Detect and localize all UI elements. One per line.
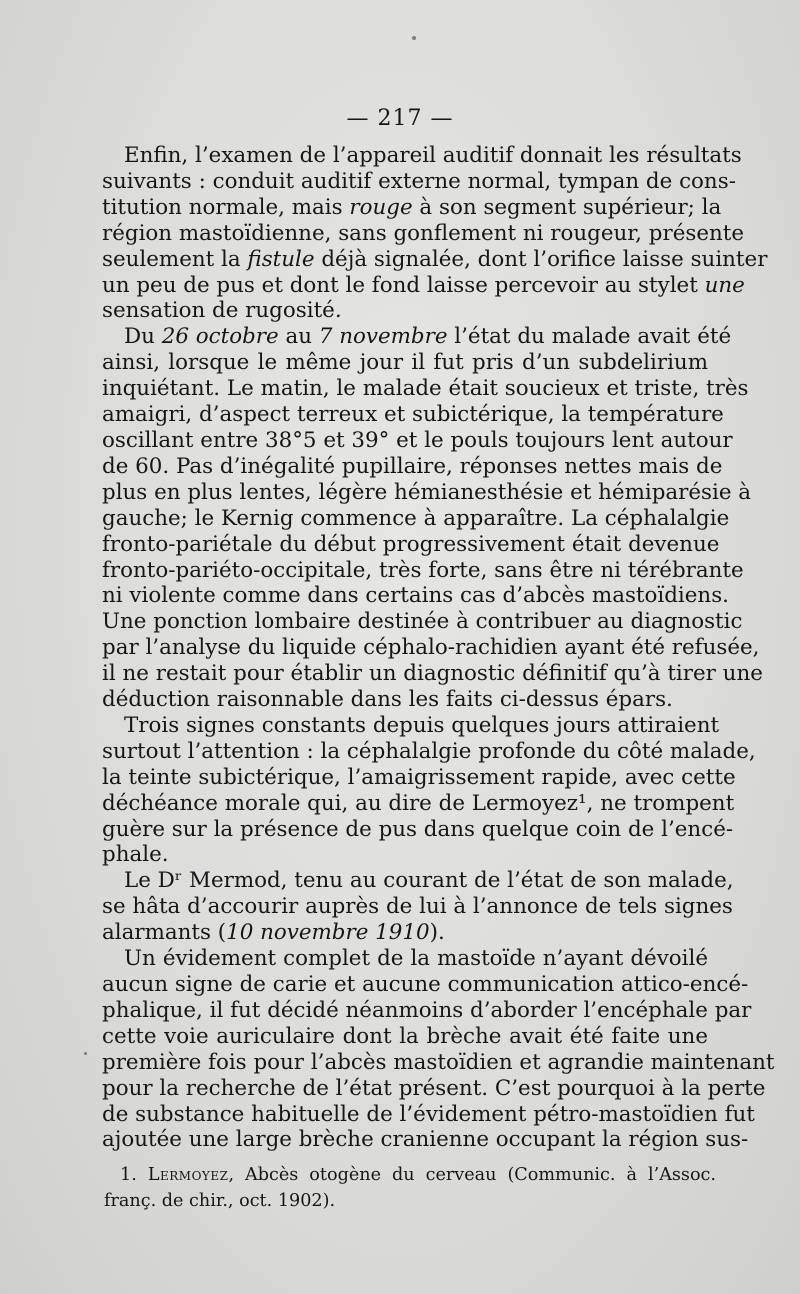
body-text <box>102 143 775 1153</box>
italic-text: . <box>334 298 342 324</box>
italic-text: 26 octobre <box>161 324 279 350</box>
paragraph <box>102 868 734 946</box>
text-line: seulement la fistule déjà signalée, dont l’orifice laisse suinter <box>102 246 768 272</box>
text-line: de 60. Pas d’inégalité pupillaire, réponses nettes mais de <box>102 453 723 479</box>
text-line: Du 26 octobre au 7 novembre l’état du malade avait été <box>124 324 732 350</box>
text-line: amaigri, d’aspect terreux et subictérique, la température <box>102 402 724 428</box>
text-line: se hâta d’accourir auprès de lui à l’annonce de tels signes <box>102 894 733 920</box>
text-line: de substance habituelle de l’évidement pétro-mastoïdien fut <box>102 1101 755 1127</box>
footnote-citation: , Abcès otogène du cerveau (Communic. à l’Assoc. <box>228 1165 716 1185</box>
paper-speck <box>84 1052 87 1055</box>
text-line: ainsi, lorsque le même jour il fut pris d’un subdelirium <box>102 350 708 376</box>
text-line: surtout l’attention : la céphalalgie profonde du côté malade, <box>102 738 756 764</box>
text-line: déchéance morale qui, au dire de Lermoyez¹, ne trompent <box>102 790 735 816</box>
text-line: phale. <box>102 842 169 868</box>
text-line: oscillant entre 38°5 et 39° et le pouls toujours lent autour <box>102 427 733 453</box>
text-line: ajoutée une large brèche cranienne occupant la région sus- <box>102 1127 749 1153</box>
paragraph <box>102 143 768 324</box>
text-line: première fois pour l’abcès mastoïdien et agrandie maintenant <box>102 1049 775 1075</box>
text-line: pour la recherche de l’état présent. C’est pourquoi à la perte <box>102 1075 766 1101</box>
italic-text: rouge <box>349 194 413 220</box>
text-line: alarmants (10 novembre 1910). <box>102 920 445 946</box>
text-line: déduction raisonnable dans les faits ci-dessus épars. <box>102 687 673 713</box>
text-line: ni violente comme dans certains cas d’abcès mastoïdiens. <box>102 583 729 609</box>
footnote-author: Lermoyez <box>147 1165 229 1185</box>
text-line: par l’analyse du liquide céphalo-rachidien ayant été refusée, <box>102 635 760 661</box>
text-line: Un évidement complet de la mastoïde n’ayant dévoilé <box>124 946 708 972</box>
text-line: gauche; le Kernig commence à apparaître. La céphalalgie <box>102 505 730 531</box>
italic-text: fistule <box>247 246 315 272</box>
italic-text: une <box>704 272 745 298</box>
page-number: — 217 — <box>346 106 454 131</box>
text-line: inquiétant. Le matin, le malade était soucieux et triste, très <box>102 376 749 402</box>
text-line: aucun signe de carie et aucune communication attico-encé- <box>102 972 749 997</box>
italic-text: 7 novembre <box>318 324 448 350</box>
footnote-line-2: franç. de chir., oct. 1902). <box>104 1191 336 1211</box>
text-line: titution normale, mais rouge à son segment supérieur; la <box>102 194 722 220</box>
text-line: plus en plus lentes, légère hémianesthésie et hémiparésie à <box>102 479 752 505</box>
text-line: il ne restait pour établir un diagnostic définitif qu’à tirer une <box>102 661 763 687</box>
text-line: Enfin, l’examen de l’appareil auditif donnait les résultats <box>124 143 742 168</box>
text-line: fronto-pariéto-occipitale, très forte, sans être ni térébrante <box>102 557 744 583</box>
text-line: suivants : conduit auditif externe normal, tympan de cons- <box>102 168 736 194</box>
text-line: un peu de pus et dont le fond laisse percevoir au stylet une <box>102 272 745 298</box>
italic-text: 10 novembre 1910 <box>226 920 430 946</box>
text-line: Trois signes constants depuis quelques jours attiraient <box>124 712 720 738</box>
paper-speck <box>412 36 416 40</box>
footnote-line-1 <box>104 1162 716 1188</box>
text-line: Une ponction lombaire destinée à contribuer au diagnostic <box>102 609 743 635</box>
text-line: Le Dʳ Mermod, tenu au courant de l’état de son malade, <box>124 868 734 894</box>
text-line: fronto-pariétale du début progressivement était devenue <box>102 531 720 557</box>
footnote <box>104 1162 716 1214</box>
paragraph <box>102 946 775 1153</box>
paragraph <box>102 712 756 868</box>
paragraph <box>102 324 763 713</box>
text-line: région mastoïdienne, sans gonflement ni rougeur, présente <box>102 220 745 246</box>
text-line: la teinte subictérique, l’amaigrissement rapide, avec cette <box>102 764 736 790</box>
text-line: guère sur la présence de pus dans quelque coin de l’encé- <box>102 816 734 842</box>
text-line: sensation de rugosité. <box>102 298 342 324</box>
text-line: phalique, il fut décidé néanmoins d’aborder l’encéphale par <box>102 997 752 1023</box>
footnote-number: 1. <box>120 1165 137 1185</box>
text-line: cette voie auriculaire dont la brèche avait été faite une <box>102 1023 708 1049</box>
